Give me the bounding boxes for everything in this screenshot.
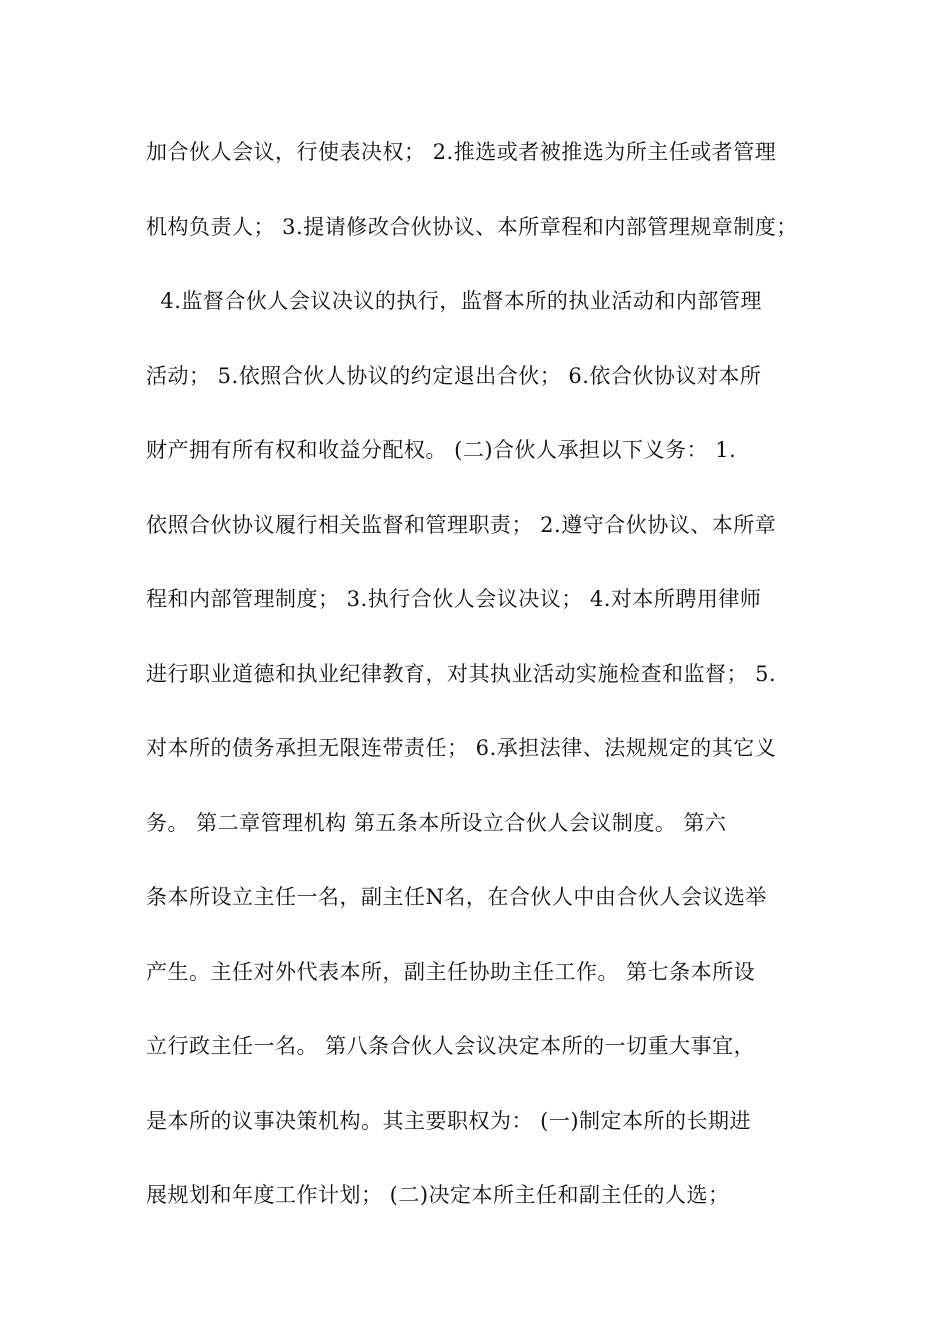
text-line: 加合伙人会议，行使表决权； 2.推选或者被推选为所主任或者管理 (146, 140, 777, 164)
text-line: 立行政主任一名。 第八条合伙人会议决定本所的一切重大事宜， (146, 1034, 756, 1058)
text-line: 机构负责人； 3.提请修改合伙协议、本所章程和内部管理规章制度； (146, 214, 798, 239)
text-line: 4.监督合伙人会议决议的执行，监督本所的执业活动和内部管理 (146, 289, 762, 313)
text-line: 是本所的议事决策机构。其主要职权为： (一)制定本所的长期进 (146, 1108, 752, 1133)
text-line: 进行职业道德和执业纪律教育，对其执业活动实施检查和监督； 5. (146, 661, 777, 686)
text-line: 展规划和年度工作计划； (二)决定本所主任和副主任的人选； (146, 1183, 730, 1207)
text-line: 对本所的债务承担无限连带责任； 6.承担法律、法规规定的其它义 (146, 736, 777, 760)
text-line: 产生。主任对外代表本所，副主任协助主任工作。 第七条本所设 (146, 959, 756, 984)
document-body (146, 132, 816, 1250)
text-line: 务。 第二章管理机构 第五条本所设立合伙人会议制度。 第六 (146, 810, 727, 835)
text-line: 条本所设立主任一名，副主任N名，在合伙人中由合伙人会议选举 (146, 885, 767, 909)
text-line: 活动； 5.依照合伙人协议的约定退出合伙； 6.依合伙协议对本所 (146, 363, 762, 388)
text-line: 财产拥有所有权和收益分配权。 (二)合伙人承担以下义务： 1. (146, 438, 737, 462)
text-line: 依照合伙协议履行相关监督和管理职责； 2.遵守合伙协议、本所章 (146, 512, 777, 537)
text-line: 程和内部管理制度； 3.执行合伙人会议决议； 4.对本所聘用律师 (146, 587, 762, 611)
